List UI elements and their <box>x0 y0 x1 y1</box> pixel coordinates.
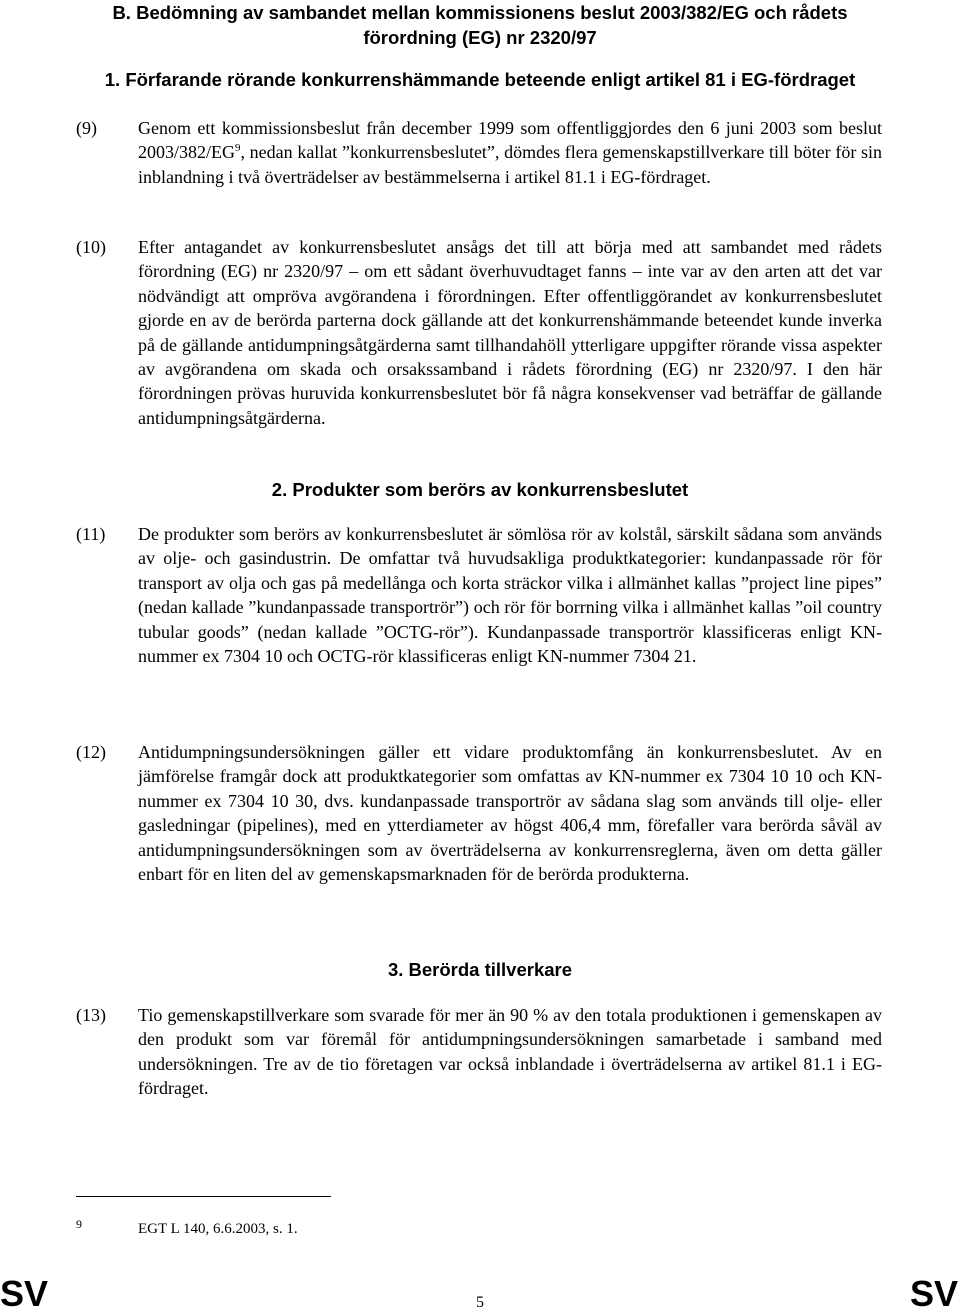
section-2-heading: 2. Produkter som berörs av konkurrensbeslutet <box>271 479 689 500</box>
footnote-reference[interactable]: 9 <box>235 142 241 155</box>
paragraph-number: (9) <box>76 118 97 138</box>
paragraph-number: (13) <box>76 1005 106 1025</box>
heading-line-2: förordning (EG) nr 2320/97 <box>363 27 597 48</box>
paragraph-9 <box>76 116 882 189</box>
language-code-left: SV <box>0 1273 49 1314</box>
section-3-heading: 3. Berörda tillverkare <box>387 959 573 980</box>
footnote-text: EGT L 140, 6.6.2003, s. 1. <box>138 1221 298 1237</box>
paragraph-number: (10) <box>76 237 106 257</box>
paragraph-text: Efter antagandet av konkurrensbeslutet ansågs det till att börja med att sambandet med rådets förordning (EG) nr 2320/97 – om ett sådant överhuvudtaget fanns – inte var av den arten att det var nödvändigt att ompröva avgörandena i förordningen. Efter offentliggörandet av konkurrensbeslutet gjorde en av de berörda parterna dock gällande att det konkurrenshämmande beteendet kunde inverka på de gällande antidumpningsåtgärderna samt tillhandahöll ytterligare uppgifter rörande vissa aspekter av avgörandena om skada och orsakssamband i rådets förordning (EG) nr 2320/97. I den här förordningen prövas huruvida konkurrensbeslutet bör få några konsekvenser vad beträffar de gällande antidumpningsåtgärderna. <box>138 237 882 428</box>
footnote-separator <box>76 1196 331 1197</box>
paragraph-text: Antidumpningsundersökningen gäller ett vidare produktomfång än konkurrensbeslutet. Av en jämförelse framgår dock att produktkategorier som omfattas av KN-nummer ex 7304 10 10 och KN-nummer ex 7304 10 30, dvs. kundanpassade transportrör av sådana slag som används till olje- eller gasledningar (pipelines), med en ytterdiameter av högst 406,4 mm, förefaller vara berörda såväl av antidumpningsundersökningen som av överträdelserna av konkurrensreglerna, även om detta gäller enbart för en liten del av gemenskapsmarknaden för de berörda produkterna. <box>138 742 882 885</box>
heading-line-1: B. Bedömning av sambandet mellan kommissionens beslut 2003/382/EG och rådets <box>112 2 848 23</box>
paragraph-12 <box>76 740 882 886</box>
footnote-number: 9 <box>76 1217 82 1231</box>
paragraph-13 <box>76 1003 882 1101</box>
page-number: 5 <box>476 1294 484 1311</box>
document-heading <box>0 0 960 50</box>
paragraph-number: (11) <box>76 524 106 544</box>
section-1-heading: 1. Förfarande rörande konkurrenshämmande beteende enligt artikel 81 i EG-fördraget <box>104 69 856 90</box>
paragraph-number: (12) <box>76 742 106 762</box>
paragraph-11 <box>76 522 882 668</box>
paragraph-10 <box>76 235 882 430</box>
paragraph-text: De produkter som berörs av konkurrensbeslutet är sömlösa rör av kolstål, särskilt sådana som används av olje- och gasindustrin. De omfattar två huvudsakliga produktkategorier: kundanpassade rör för transport av olja och gas på medellånga och korta sträckor vilka i allmänhet kallas ”project line pipes” (nedan kallade ”kundanpassade transportrör”) och rör för borrning vilka i allmänhet kallas ”oil country tubular goods” (nedan kallade ”OCTG-rör”). Kundanpassade transportrör klassificeras enligt KN-nummer ex 7304 10 och OCTG-rör klassificeras enligt KN-nummer 7304 21. <box>138 524 882 667</box>
language-code-right: SV <box>909 1273 958 1314</box>
paragraph-text: Tio gemenskapstillverkare som svarade för mer än 90 % av den totala produktionen i gemenskapen av den produkt som var föremål för antidumpningsundersökningen samarbetade i samband med undersökningen. Tre av de tio företagen var också inblandade i överträdelserna av artikel 81.1 i EG-fördraget. <box>138 1005 882 1099</box>
paragraph-text: Genom ett kommissionsbeslut från december 1999 som offentliggjordes den 6 juni 2003 som beslut $2003/382/EG^9$, nedan kallat ”konkurrensbeslutet”, dömdes flera gemenskapstillverkare till böter för sin inblandning i två överträdelser av bestämmelserna i artikel 81.1 i EG-fördraget. <box>138 118 882 187</box>
